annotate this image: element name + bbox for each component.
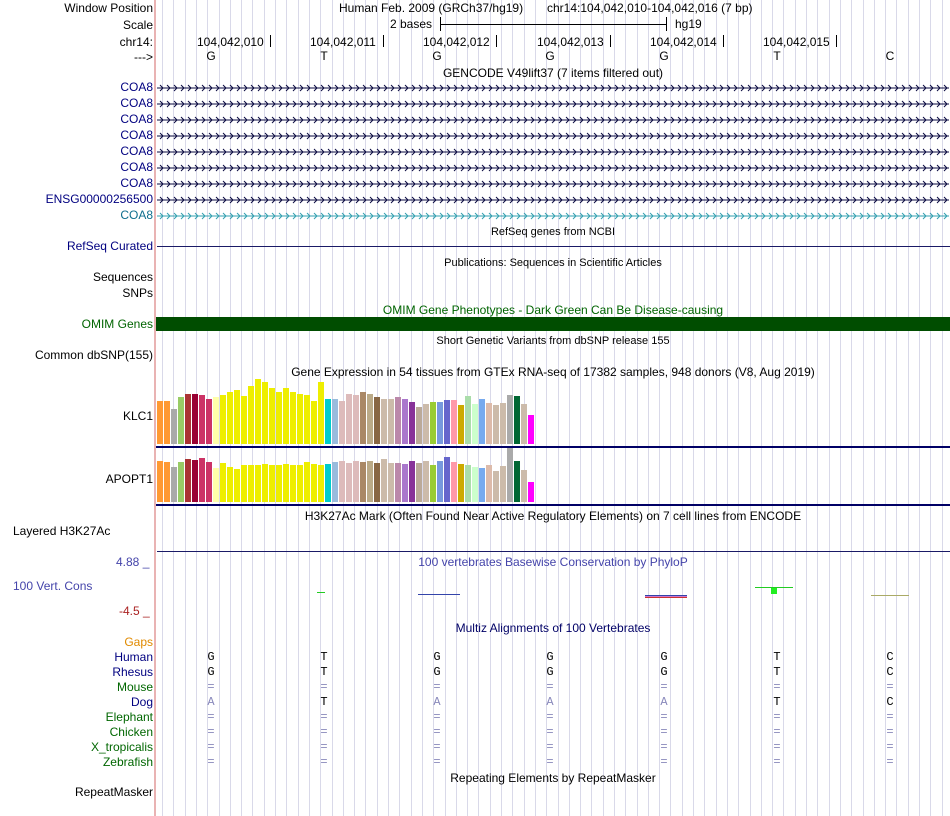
scale-db: hg19: [675, 17, 702, 31]
coordinate-label: 104,042,015: [763, 35, 830, 49]
phylop-label[interactable]: 100 Vert. Cons: [13, 579, 93, 593]
gtex-bar-apopt1[interactable]: [479, 468, 485, 502]
gtex-bar-klc1[interactable]: [206, 399, 212, 444]
gtex-bar-apopt1[interactable]: [465, 465, 471, 502]
gtex-bar-apopt1[interactable]: [206, 462, 212, 502]
gtex-bar-apopt1[interactable]: [241, 465, 247, 502]
gencode-item-label[interactable]: COA8: [120, 144, 153, 158]
gaps-label: Gaps: [124, 635, 153, 649]
gencode-transcript[interactable]: [157, 83, 949, 93]
alignment-base: =: [773, 740, 781, 754]
alignment-base: C: [886, 695, 894, 709]
gtex-bar-apopt1[interactable]: [311, 464, 317, 502]
species-label[interactable]: Elephant: [105, 710, 153, 724]
alignment-base: =: [207, 680, 215, 694]
coordinate-tick: [723, 35, 724, 47]
gtex-bar-klc1[interactable]: [465, 396, 471, 444]
alignment-base: =: [660, 710, 668, 724]
gtex-bar-klc1[interactable]: [199, 395, 205, 444]
refseq-line: [157, 246, 950, 247]
gtex-bar-apopt1[interactable]: [458, 464, 464, 502]
phylop-mark: [645, 596, 687, 597]
alignment-base: =: [320, 710, 328, 724]
gtex-bar-klc1[interactable]: [255, 379, 261, 444]
gtex-chart[interactable]: [0, 378, 950, 508]
gencode-item-label[interactable]: COA8: [120, 112, 153, 126]
alignment-base: =: [320, 740, 328, 754]
transcript-arrows: [157, 115, 949, 125]
alignment-base: =: [207, 725, 215, 739]
gencode-item-label[interactable]: COA8: [120, 208, 153, 222]
transcript-arrows: [157, 147, 949, 157]
gtex-bar-apopt1[interactable]: [164, 462, 170, 502]
multiz-title: Multiz Alignments of 100 Vertebrates: [455, 621, 651, 635]
alignment-base: A: [660, 695, 668, 709]
alignment-base: T: [320, 650, 328, 664]
reference-base: G: [432, 49, 442, 63]
gtex-bar-apopt1[interactable]: [178, 462, 184, 502]
gtex-bar-klc1[interactable]: [248, 386, 254, 444]
alignment-base: T: [773, 650, 781, 664]
gtex-bar-klc1[interactable]: [311, 401, 317, 444]
alignment-base: =: [773, 710, 781, 724]
coordinate-label: 104,042,014: [650, 35, 717, 49]
gtex-bar-klc1[interactable]: [493, 405, 499, 444]
alignment-base: A: [433, 695, 441, 709]
alignment-base: =: [886, 725, 894, 739]
gencode-transcript[interactable]: [157, 147, 949, 157]
gtex-bar-klc1[interactable]: [276, 392, 282, 444]
gencode-item-label[interactable]: COA8: [120, 96, 153, 110]
gtex-bar-apopt1[interactable]: [234, 469, 240, 502]
alignment-base: =: [660, 680, 668, 694]
gtex-title: Gene Expression in 54 tissues from GTEx RNA-seq of 17382 samples, 948 donors (V8, Aug 2019): [291, 365, 815, 379]
alignment-base: G: [207, 665, 215, 679]
gtex-bar-klc1[interactable]: [486, 403, 492, 444]
gtex-bar-klc1[interactable]: [290, 392, 296, 444]
alignment-base: =: [433, 755, 441, 769]
reference-base: G: [206, 49, 216, 63]
gtex-bar-apopt1[interactable]: [248, 465, 254, 502]
gtex-bar-apopt1[interactable]: [423, 461, 429, 502]
sequences-label[interactable]: Sequences: [92, 270, 153, 284]
gencode-transcript[interactable]: [157, 99, 949, 109]
gtex-bar-klc1[interactable]: [220, 395, 226, 444]
gtex-bar-apopt1[interactable]: [325, 464, 331, 502]
phylop-min: -4.5 _: [119, 604, 150, 618]
gtex-bar-klc1[interactable]: [458, 405, 464, 444]
gtex-bar-klc1[interactable]: [528, 415, 534, 444]
transcript-arrows: [157, 179, 949, 189]
gtex-bar-klc1[interactable]: [479, 399, 485, 444]
alignment-base: G: [207, 650, 215, 664]
alignment-base: T: [320, 695, 328, 709]
species-label[interactable]: X_tropicalis: [90, 740, 153, 754]
gtex-bar-klc1[interactable]: [318, 382, 324, 444]
gtex-bar-klc1[interactable]: [185, 394, 191, 444]
phylop-max: 4.88 _: [116, 555, 150, 569]
gtex-bar-klc1[interactable]: [192, 394, 198, 444]
gtex-bar-klc1[interactable]: [339, 401, 345, 444]
gtex-bar-klc1[interactable]: [332, 399, 338, 444]
gtex-bar-apopt1[interactable]: [514, 461, 520, 502]
position-text: chr14:104,042,010-104,042,016 (7 bp): [547, 1, 753, 15]
gtex-bar-apopt1[interactable]: [339, 461, 345, 502]
gtex-bar-klc1[interactable]: [430, 402, 436, 444]
refseq-title: RefSeq genes from NCBI: [490, 226, 616, 238]
phylop-mark: [645, 595, 687, 596]
gtex-bar-apopt1[interactable]: [367, 461, 373, 502]
gtex-bar-klc1[interactable]: [164, 401, 170, 444]
gencode-transcript[interactable]: [157, 131, 949, 141]
gtex-bar-klc1[interactable]: [234, 390, 240, 444]
snps-label[interactable]: SNPs: [122, 286, 153, 300]
gtex-bar-apopt1[interactable]: [171, 467, 177, 502]
gtex-bar-apopt1[interactable]: [276, 465, 282, 502]
gtex-bar-apopt1[interactable]: [192, 460, 198, 502]
dbsnp-title: Short Genetic Variants from dbSNP release 155: [436, 335, 670, 347]
gtex-bar-apopt1[interactable]: [199, 458, 205, 502]
coordinate-tick: [383, 35, 384, 47]
gtex-gene-klc1[interactable]: KLC1: [122, 409, 153, 423]
gtex-bar-klc1[interactable]: [416, 407, 422, 444]
alignment-base: =: [886, 680, 894, 694]
gtex-bar-klc1[interactable]: [423, 404, 429, 444]
omim-label[interactable]: OMIM Genes: [81, 317, 153, 331]
gtex-bar-klc1[interactable]: [227, 392, 233, 444]
gtex-bar-apopt1[interactable]: [486, 465, 492, 502]
gtex-bar-apopt1[interactable]: [388, 463, 394, 502]
gtex-bar-klc1[interactable]: [262, 382, 268, 444]
alignment-base: A: [207, 695, 215, 709]
coordinate-label: 104,042,013: [537, 35, 604, 49]
species-label[interactable]: Zebrafish: [102, 755, 153, 769]
h3k27ac-label[interactable]: Layered H3K27Ac: [13, 524, 111, 538]
gtex-bar-klc1[interactable]: [395, 397, 401, 444]
gtex-bar-klc1[interactable]: [353, 395, 359, 444]
scale-label: Scale: [122, 18, 153, 32]
gencode-item-label[interactable]: COA8: [120, 80, 153, 94]
transcript-arrows: [157, 211, 949, 221]
alignment-base: =: [660, 740, 668, 754]
alignment-base: A: [546, 695, 554, 709]
alignment-base: =: [433, 710, 441, 724]
coordinate-tick: [610, 35, 611, 47]
gencode-item-label[interactable]: COA8: [120, 128, 153, 142]
repeatmasker-title: Repeating Elements by RepeatMasker: [450, 771, 656, 785]
gtex-bar-apopt1[interactable]: [290, 465, 296, 502]
gtex-bar-apopt1[interactable]: [416, 463, 422, 502]
gencode-title: GENCODE V49lift37 (7 items filtered out): [442, 66, 664, 80]
gtex-bar-apopt1[interactable]: [402, 464, 408, 502]
gencode-item-label[interactable]: COA8: [120, 176, 153, 190]
gtex-bar-apopt1[interactable]: [437, 461, 443, 502]
gtex-bar-apopt1[interactable]: [332, 462, 338, 502]
gtex-bar-klc1[interactable]: [514, 396, 520, 444]
scale-text: 2 bases: [390, 17, 433, 31]
gtex-bar-apopt1[interactable]: [227, 467, 233, 502]
gtex-bar-apopt1[interactable]: [353, 461, 359, 502]
gtex-bar-klc1[interactable]: [297, 394, 303, 444]
coordinate-tick: [270, 35, 271, 47]
reference-base: T: [320, 49, 328, 63]
gencode-transcript[interactable]: [157, 211, 949, 221]
gtex-bar-klc1[interactable]: [241, 396, 247, 444]
h3k27ac-title: H3K27Ac Mark (Often Found Near Active Regulatory Elements) on 7 cell lines from ENCODE: [304, 509, 802, 523]
publications-title: Publications: Sequences in Scientific Articles: [444, 257, 662, 269]
gtex-bar-apopt1[interactable]: [451, 462, 457, 502]
transcript-arrows: [157, 131, 949, 141]
species-label[interactable]: Mouse: [116, 680, 153, 694]
gencode-transcript[interactable]: [157, 195, 949, 205]
gtex-bar-apopt1[interactable]: [395, 463, 401, 502]
alignment-base: =: [433, 740, 441, 754]
gtex-bar-klc1[interactable]: [521, 404, 527, 444]
alignment-base: G: [546, 650, 554, 664]
gtex-bar-klc1[interactable]: [409, 402, 415, 444]
coordinate-label: 104,042,010: [197, 35, 264, 49]
gtex-bar-apopt1[interactable]: [346, 463, 352, 502]
alignment-base: =: [207, 710, 215, 724]
gtex-bar-apopt1[interactable]: [255, 465, 261, 502]
gtex-bar-apopt1[interactable]: [444, 457, 450, 502]
gtex-bar-apopt1[interactable]: [360, 462, 366, 502]
repeatmasker-label[interactable]: RepeatMasker: [74, 785, 153, 799]
alignment-base: T: [773, 665, 781, 679]
gtex-divider: [156, 504, 950, 506]
gtex-bar-klc1[interactable]: [213, 397, 219, 444]
phylop-mark: [755, 587, 793, 588]
gtex-bar-klc1[interactable]: [325, 399, 331, 444]
omim-feature-bar[interactable]: [156, 317, 950, 331]
chrom-label: chr14:: [119, 35, 153, 49]
alignment-base: =: [546, 740, 554, 754]
alignment-base: =: [433, 725, 441, 739]
gtex-bar-apopt1[interactable]: [157, 461, 163, 502]
gencode-transcript[interactable]: [157, 179, 949, 189]
alignment-base: G: [433, 650, 441, 664]
alignment-base: =: [320, 725, 328, 739]
gtex-bar-apopt1[interactable]: [374, 463, 380, 502]
gtex-bar-klc1[interactable]: [171, 409, 177, 444]
gtex-bar-apopt1[interactable]: [297, 465, 303, 502]
alignment-base: =: [207, 740, 215, 754]
gtex-bar-klc1[interactable]: [500, 403, 506, 444]
gtex-bar-klc1[interactable]: [157, 401, 163, 444]
omim-title: OMIM Gene Phenotypes - Dark Green Can Be Disease-causing: [382, 303, 724, 317]
gtex-bar-apopt1[interactable]: [409, 461, 415, 502]
strand-label: --->: [134, 50, 153, 64]
species-label[interactable]: Dog: [130, 695, 153, 709]
alignment-base: =: [320, 755, 328, 769]
alignment-base: G: [660, 665, 668, 679]
coordinate-label: 104,042,011: [310, 35, 376, 49]
reference-base: T: [773, 49, 781, 63]
gtex-bar-apopt1[interactable]: [213, 468, 219, 502]
alignment-base: =: [773, 725, 781, 739]
gtex-bar-apopt1[interactable]: [185, 459, 191, 502]
phylop-mark: [871, 595, 909, 596]
gtex-bar-klc1[interactable]: [507, 395, 513, 444]
phylop-signal[interactable]: [0, 580, 950, 604]
reference-base: C: [885, 49, 895, 63]
phylop-mark: [317, 592, 325, 593]
alignment-base: T: [320, 665, 328, 679]
phylop-mark: [418, 594, 460, 595]
gtex-divider: [156, 446, 950, 448]
reference-base: G: [545, 49, 555, 63]
gtex-bar-klc1[interactable]: [367, 394, 373, 444]
gtex-bar-klc1[interactable]: [346, 394, 352, 444]
gtex-bar-klc1[interactable]: [472, 404, 478, 444]
alignment-base: =: [320, 680, 328, 694]
gtex-bar-klc1[interactable]: [388, 399, 394, 444]
gtex-bar-klc1[interactable]: [304, 395, 310, 444]
alignment-base: =: [886, 710, 894, 724]
species-label[interactable]: Human: [114, 650, 153, 664]
transcript-arrows: [157, 99, 949, 109]
gtex-bar-apopt1[interactable]: [521, 470, 527, 502]
gtex-bar-apopt1[interactable]: [528, 482, 534, 502]
gtex-bar-klc1[interactable]: [178, 397, 184, 444]
gtex-bar-klc1[interactable]: [402, 399, 408, 444]
gtex-bar-apopt1[interactable]: [507, 448, 513, 502]
alignment-base: =: [433, 680, 441, 694]
gtex-bar-klc1[interactable]: [283, 388, 289, 444]
alignment-base: G: [546, 665, 554, 679]
alignment-base: G: [433, 665, 441, 679]
gtex-bar-apopt1[interactable]: [500, 466, 506, 502]
gtex-bar-apopt1[interactable]: [430, 465, 436, 502]
transcript-arrows: [157, 163, 949, 173]
refseq-label[interactable]: RefSeq Curated: [66, 239, 153, 253]
transcript-arrows: [157, 83, 949, 93]
gtex-bar-apopt1[interactable]: [381, 459, 387, 502]
gtex-bar-apopt1[interactable]: [472, 467, 478, 502]
gtex-bar-klc1[interactable]: [437, 402, 443, 444]
alignment-base: =: [886, 740, 894, 754]
gtex-bar-klc1[interactable]: [269, 388, 275, 444]
scale-bar: [440, 17, 667, 31]
transcript-arrows: [157, 195, 949, 205]
gtex-bar-klc1[interactable]: [451, 400, 457, 444]
species-label[interactable]: Chicken: [109, 725, 153, 739]
alignment-base: =: [546, 680, 554, 694]
gtex-bar-klc1[interactable]: [381, 399, 387, 444]
gencode-transcript[interactable]: [157, 115, 949, 125]
gtex-bar-apopt1[interactable]: [304, 462, 310, 502]
window-position-label: Window Position: [64, 1, 153, 15]
alignment-base: =: [773, 755, 781, 769]
gtex-bar-apopt1[interactable]: [220, 463, 226, 502]
h3k27ac-baseline: [157, 551, 950, 552]
alignment-base: =: [546, 725, 554, 739]
dbsnp-label[interactable]: Common dbSNP(155): [34, 348, 153, 362]
gtex-bar-apopt1[interactable]: [269, 465, 275, 502]
gtex-bar-apopt1[interactable]: [262, 464, 268, 502]
gtex-bar-apopt1[interactable]: [283, 464, 289, 502]
gtex-gene-apopt1[interactable]: APOPT1: [105, 472, 153, 486]
alignment-base: C: [886, 650, 894, 664]
coordinate-tick: [496, 35, 497, 47]
gencode-item-label[interactable]: ENSG00000256500: [45, 192, 153, 206]
gencode-transcript[interactable]: [157, 163, 949, 173]
reference-base: G: [659, 49, 669, 63]
alignment-base: =: [207, 755, 215, 769]
alignment-base: G: [660, 650, 668, 664]
phylop-mark: [645, 597, 687, 598]
phylop-mark: [771, 588, 777, 594]
gtex-bar-klc1[interactable]: [374, 397, 380, 444]
alignment-base: =: [546, 710, 554, 724]
gtex-bar-apopt1[interactable]: [318, 465, 324, 502]
coordinate-tick: [836, 35, 837, 47]
gtex-bar-apopt1[interactable]: [493, 471, 499, 502]
alignment-base: =: [660, 725, 668, 739]
alignment-base: =: [546, 755, 554, 769]
alignment-base: T: [773, 695, 781, 709]
alignment-base: =: [660, 755, 668, 769]
alignment-base: =: [773, 680, 781, 694]
phylop-title: 100 vertebrates Basewise Conservation by PhyloP: [418, 555, 688, 569]
gencode-item-label[interactable]: COA8: [120, 160, 153, 174]
gtex-bar-klc1[interactable]: [444, 400, 450, 444]
assembly-title: Human Feb. 2009 (GRCh37/hg19): [339, 1, 524, 15]
alignment-base: =: [886, 755, 894, 769]
alignment-base: C: [886, 665, 894, 679]
coordinate-label: 104,042,012: [423, 35, 490, 49]
species-label[interactable]: Rhesus: [112, 665, 153, 679]
gtex-bar-klc1[interactable]: [360, 392, 366, 444]
